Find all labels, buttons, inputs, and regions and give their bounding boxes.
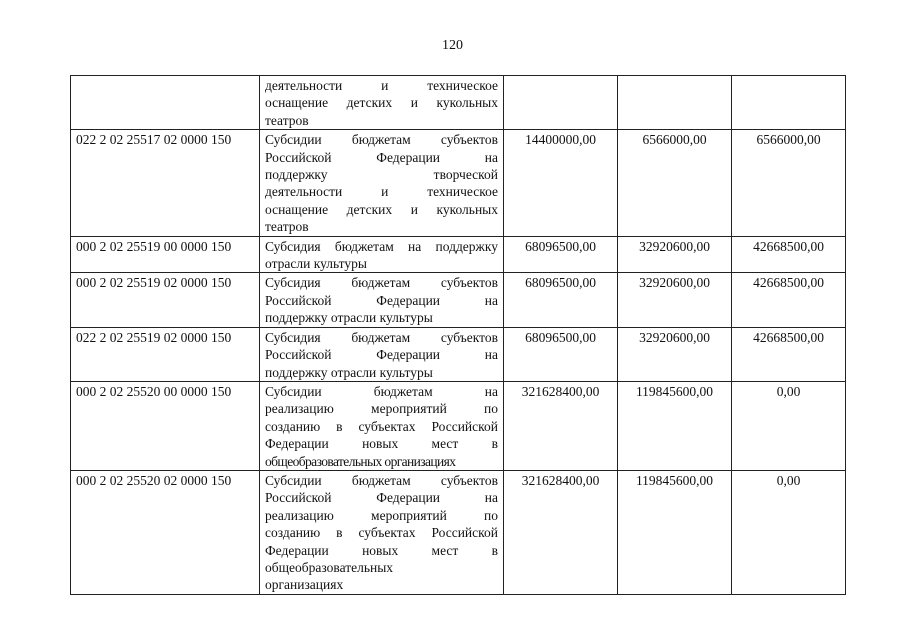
description-line: Российской Федерации на — [265, 149, 498, 165]
budget-code-cell: 000 2 02 25519 02 0000 150 — [71, 273, 260, 327]
description-line: Субсидия бюджетам субъектов — [265, 329, 498, 345]
description-line: оснащение детских и кукольных — [265, 95, 498, 111]
amount-year3-cell: 0,00 — [732, 470, 846, 594]
budget-code-cell: 022 2 02 25517 02 0000 150 — [71, 130, 260, 236]
budget-code-cell: 000 2 02 25520 00 0000 150 — [71, 381, 260, 470]
amount-year1-cell: 321628400,00 — [504, 381, 618, 470]
amount-year1-cell: 68096500,00 — [504, 236, 618, 273]
description-line: театров — [265, 112, 309, 128]
description-cell — [260, 236, 504, 273]
budget-table — [70, 75, 846, 595]
table-row — [71, 130, 846, 236]
description-line: созданию в субъектах Российской — [265, 418, 498, 434]
description-cell — [260, 381, 504, 470]
amount-year1-cell: 14400000,00 — [504, 130, 618, 236]
description-line: Российской Федерации на — [265, 292, 498, 308]
description-line: общеобразовательных — [265, 559, 394, 575]
description-line: созданию в субъектах Российской — [265, 525, 498, 541]
budget-code-cell: 000 2 02 25519 00 0000 150 — [71, 236, 260, 273]
page-number: 120 — [442, 38, 463, 53]
description-line: поддержку отрасли культуры — [265, 364, 433, 380]
description-line: оснащение детских и кукольных — [265, 201, 498, 217]
description-line: Федерации новых мест в — [265, 542, 498, 558]
budget-code-cell — [71, 76, 260, 130]
description-line: отрасли культуры — [265, 256, 367, 272]
budget-code-cell: 022 2 02 25519 02 0000 150 — [71, 327, 260, 381]
description-line: реализацию мероприятий по — [265, 401, 498, 417]
description-cell — [260, 273, 504, 327]
table-row — [71, 273, 846, 327]
amount-year3-cell: 0,00 — [732, 381, 846, 470]
amount-year1-cell: 68096500,00 — [504, 273, 618, 327]
table-row — [71, 236, 846, 273]
table-row — [71, 470, 846, 594]
table-row — [71, 76, 846, 130]
description-cell — [260, 76, 504, 130]
description-line: Российской Федерации на — [265, 347, 498, 363]
description-line: театров — [265, 219, 309, 235]
description-line: Субсидия бюджетам субъектов — [265, 275, 498, 291]
description-line: Субсидии бюджетам на — [265, 383, 498, 399]
table-body — [71, 76, 846, 595]
description-cell — [260, 327, 504, 381]
description-line: Федерации новых мест в — [265, 436, 498, 452]
description-line: Субсидии бюджетам субъектов — [265, 472, 498, 488]
amount-year3-cell: 6566000,00 — [732, 130, 846, 236]
amount-year3-cell — [732, 76, 846, 130]
budget-code-cell: 000 2 02 25520 02 0000 150 — [71, 470, 260, 594]
amount-year2-cell: 119845600,00 — [618, 470, 732, 594]
description-line: Российской Федерации на — [265, 490, 498, 506]
description-line: реализацию мероприятий по — [265, 507, 498, 523]
amount-year2-cell: 32920600,00 — [618, 236, 732, 273]
amount-year1-cell — [504, 76, 618, 130]
description-line: Субсидии бюджетам субъектов — [265, 132, 498, 148]
amount-year3-cell: 42668500,00 — [732, 273, 846, 327]
description-line: деятельности и техническое — [265, 78, 498, 93]
amount-year2-cell: 6566000,00 — [618, 130, 732, 236]
amount-year3-cell: 42668500,00 — [732, 236, 846, 273]
description-cell — [260, 470, 504, 594]
description-line: общеобразовательных организациях — [265, 453, 456, 469]
description-line: Субсидия бюджетам на поддержку — [265, 238, 498, 254]
amount-year1-cell: 321628400,00 — [504, 470, 618, 594]
amount-year2-cell — [618, 76, 732, 130]
amount-year1-cell: 68096500,00 — [504, 327, 618, 381]
table-row — [71, 381, 846, 470]
amount-year3-cell: 42668500,00 — [732, 327, 846, 381]
amount-year2-cell: 32920600,00 — [618, 327, 732, 381]
amount-year2-cell: 119845600,00 — [618, 381, 732, 470]
table-row — [71, 327, 846, 381]
description-line: поддержку отрасли культуры — [265, 310, 433, 326]
amount-year2-cell: 32920600,00 — [618, 273, 732, 327]
description-line: поддержку творческой — [265, 167, 498, 183]
description-cell — [260, 130, 504, 236]
description-line: организациях — [265, 577, 344, 593]
description-line: деятельности и техническое — [265, 184, 498, 200]
